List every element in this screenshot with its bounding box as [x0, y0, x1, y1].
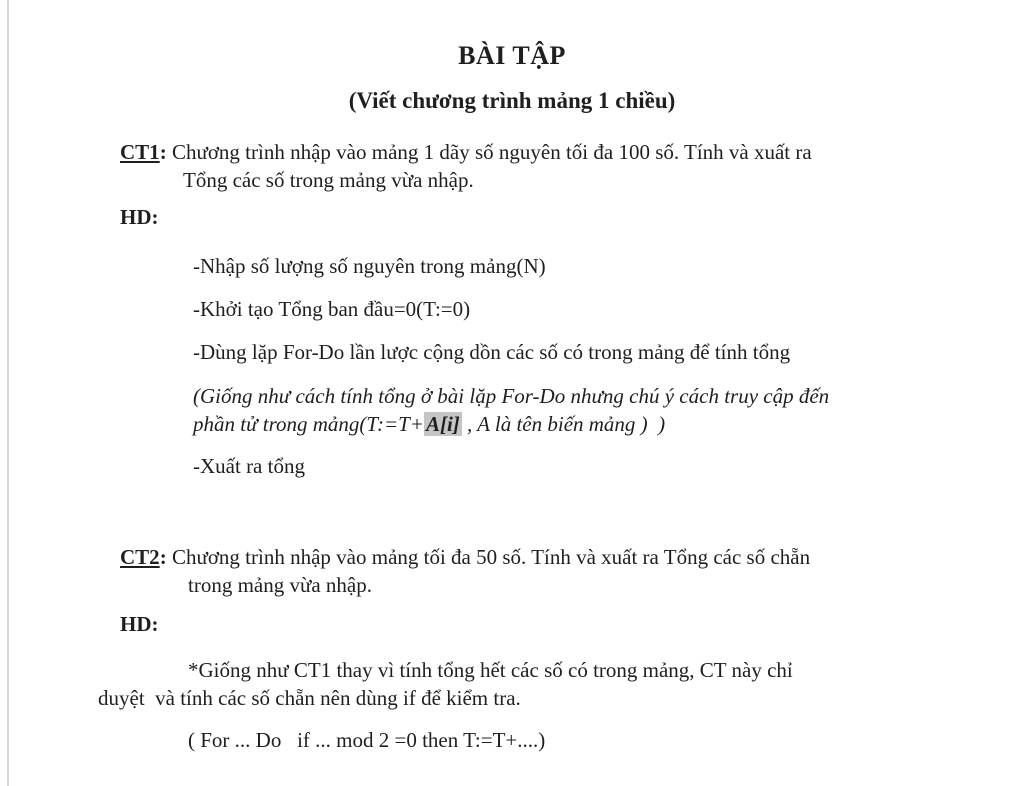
ct1-note-line2-pre: phần tử trong mảng(T:=T+ — [193, 412, 424, 436]
ct1-step-3: -Dùng lặp For-Do lần lược cộng dồn các số có trong mảng để tính tổng — [193, 340, 791, 364]
ct2-description-line1: Chương trình nhập vào mảng tối đa 50 số. Tính và xuất ra Tổng các số chẵn — [171, 545, 811, 569]
ct2-note-line1: *Giống như CT1 thay vì tính tổng hết các số có trong mảng, CT này chỉ — [188, 658, 793, 682]
ct1-step-1: -Nhập số lượng số nguyên trong mảng(N) — [193, 254, 546, 278]
ct1-label: CT1 — [120, 140, 160, 164]
ct2-note-line2: duyệt và tính các số chẵn nên dùng if để kiểm tra. — [98, 686, 521, 710]
ct1-note-line1: (Giống như cách tính tổng ở bài lặp For-Do nhưng chú ý cách truy cập đến — [193, 384, 830, 408]
ct2-hd-label: HD: — [120, 612, 159, 636]
ct1-description-line2: Tổng các số trong mảng vừa nhập. — [183, 168, 474, 192]
ct1-description-line1: Chương trình nhập vào mảng 1 dãy số nguyên tối đa 100 số. Tính và xuất ra — [171, 140, 812, 164]
page-left-edge-line — [7, 0, 9, 786]
ct2-heading-line — [120, 543, 810, 571]
ct1-final-step: -Xuất ra tổng — [193, 454, 305, 478]
ct1-label-colon: : — [159, 140, 172, 164]
ct1-note-line2 — [193, 410, 665, 438]
document-subtitle: (Viết chương trình mảng 1 chiều) — [348, 88, 676, 113]
ct2-label: CT2 — [120, 545, 160, 569]
ct1-hd-label: HD: — [120, 205, 159, 229]
ct2-formula: ( For ... Do if ... mod 2 =0 then T:=T+....) — [188, 728, 546, 752]
document-title: BÀI TẬP — [458, 41, 566, 70]
ct1-note-line2-post: , A là tên biến mảng ) ) — [461, 412, 666, 436]
ct2-label-colon: : — [159, 545, 172, 569]
ct1-heading-line — [120, 138, 812, 166]
ct1-note-highlight: A[i] — [425, 412, 460, 436]
ct1-step-2: -Khởi tạo Tổng ban đầu=0(T:=0) — [193, 297, 471, 321]
ct2-description-line2: trong mảng vừa nhập. — [188, 573, 373, 597]
